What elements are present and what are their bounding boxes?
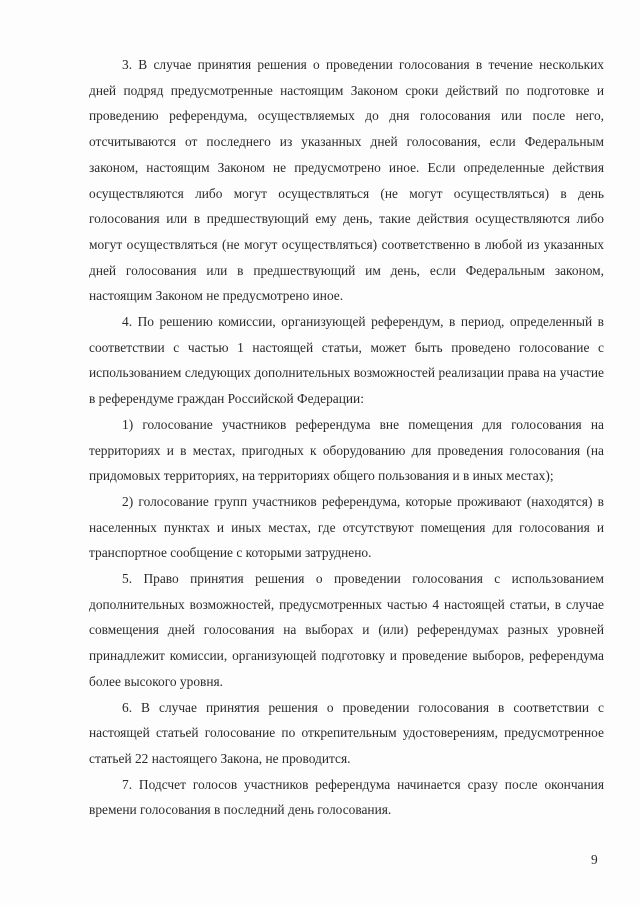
document-body [89,52,604,823]
paragraph-5: 5. Право принятия решения о проведении голосования с использованием дополнительных возможностей, предусмотренных частью 4 настоящей статьи, в случае совмещения дней голосования на выборах и (или) референдумах разных уровней принадлежит комиссии, организующей подготовку и проведение выборов, референдума более высокого уровня. [89,571,604,689]
paragraph-6: 6. В случае принятия решения о проведении голосования в соответствии с настоящей статьей голосование по открепительным удостоверениям, предусмотренное статьей 22 настоящего Закона, не проводится. [89,699,604,766]
paragraph-4-item-2: 2) голосование групп участников референдума, которые проживают (находятся) в населенных пунктах и иных местах, где отсутствуют помещения для голосования и транспортное сообщение с которыми затруднено. [89,493,604,561]
paragraph-3: 3. В случае принятия решения о проведении голосования в течение нескольких дней подряд предусмотренные настоящим Законом сроки действий по подготовке и проведению референдума, осуществляемых до дня голосования или после него, отсчитываются от последнего из указанных дней голосования, если Федеральным законом, настоящим Законом не предусмотрено иное. Если определенные действия осуществляются либо могут осуществляться (не могут осуществляться) в день голосования или в предшествующий ему день, такие действия осуществляются либо могут осуществляться (не могут осуществляться) соответственно в любой из указанных дней голосования или в предшествующий им день, если Федеральным законом, настоящим Законом не предусмотрено иное. [89,57,604,304]
paragraph-4-item-1: 1) голосование участников референдума вне помещения для голосования на территориях и в местах, пригодных к оборудованию для проведения голосования (на придомовых территориях, на территориях общего пользования и в иных местах); [89,416,604,484]
page-number: 9 [591,852,598,867]
paragraph-7: 7. Подсчет голосов участников референдума начинается сразу после окончания времени голосования в последний день голосования. [89,776,604,818]
paragraph-4: 4. По решению комиссии, организующей референдум, в период, определенный в соответствии с частью 1 настоящей статьи, может быть проведено голосование с использованием следующих дополнительных возможностей реализации права на участие в референдуме граждан Российской Федерации: [89,314,604,407]
